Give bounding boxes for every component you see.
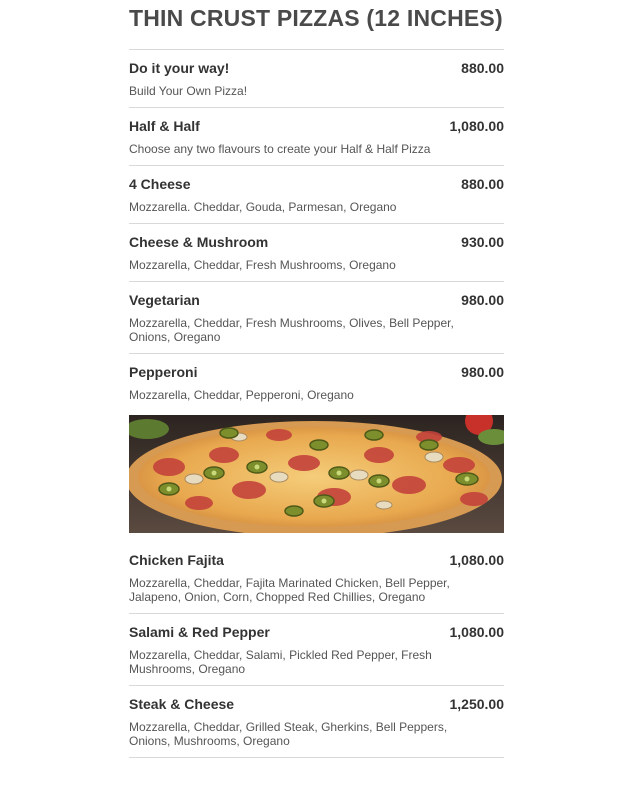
menu-item[interactable] — [129, 614, 504, 686]
item-price: 980.00 — [461, 292, 504, 308]
item-price: 980.00 — [461, 364, 504, 380]
item-price: 880.00 — [461, 60, 504, 76]
item-description: Choose any two flavours to create your Half & Half Pizza — [129, 142, 431, 156]
menu-item[interactable] — [129, 50, 504, 108]
item-description: Mozzarella, Cheddar, Fresh Mushrooms, Olives, Bell Pepper, Onions, Oregano — [129, 316, 454, 344]
item-name: Steak & Cheese — [129, 696, 235, 712]
menu-item[interactable] — [129, 166, 504, 224]
menu-item[interactable] — [129, 224, 504, 282]
item-price: 1,080.00 — [449, 552, 504, 568]
item-description: Mozzarella, Cheddar, Fajita Marinated Chicken, Bell Pepper, Jalapeno, Onion, Corn, Chopped Red Chillies, Oregano — [129, 576, 450, 604]
item-description: Build Your Own Pizza! — [129, 84, 248, 98]
menu-item[interactable] — [129, 354, 504, 542]
item-name: Do it your way! — [129, 60, 230, 76]
menu-item[interactable] — [129, 282, 504, 354]
item-price: 880.00 — [461, 176, 504, 192]
pizza-photo — [129, 415, 504, 533]
item-name: Salami & Red Pepper — [129, 624, 270, 640]
menu-items — [129, 49, 504, 758]
item-name: Pepperoni — [129, 364, 198, 380]
item-name: Chicken Fajita — [129, 552, 224, 568]
item-description: Mozzarella, Cheddar, Fresh Mushrooms, Oregano — [129, 258, 396, 272]
item-name: Cheese & Mushroom — [129, 234, 269, 250]
item-price: 1,250.00 — [449, 696, 504, 712]
pizza-menu — [129, 0, 504, 758]
menu-item[interactable] — [129, 108, 504, 166]
item-name: Half & Half — [129, 118, 200, 134]
item-description: Mozzarella, Cheddar, Salami, Pickled Red Pepper, Fresh Mushrooms, Oregano — [129, 648, 432, 676]
item-price: 930.00 — [461, 234, 504, 250]
section-title: THIN CRUST PIZZAS (12 INCHES) — [129, 5, 503, 31]
menu-item[interactable] — [129, 542, 504, 614]
item-description: Mozzarella. Cheddar, Gouda, Parmesan, Oregano — [129, 200, 397, 214]
item-name: 4 Cheese — [129, 176, 191, 192]
menu-item[interactable] — [129, 686, 504, 758]
item-description: Mozzarella, Cheddar, Grilled Steak, Gherkins, Bell Peppers, Onions, Mushrooms, Oregano — [129, 720, 448, 748]
item-price: 1,080.00 — [449, 624, 504, 640]
item-name: Vegetarian — [129, 292, 200, 308]
item-price: 1,080.00 — [449, 118, 504, 134]
item-description: Mozzarella, Cheddar, Pepperoni, Oregano — [129, 388, 354, 402]
